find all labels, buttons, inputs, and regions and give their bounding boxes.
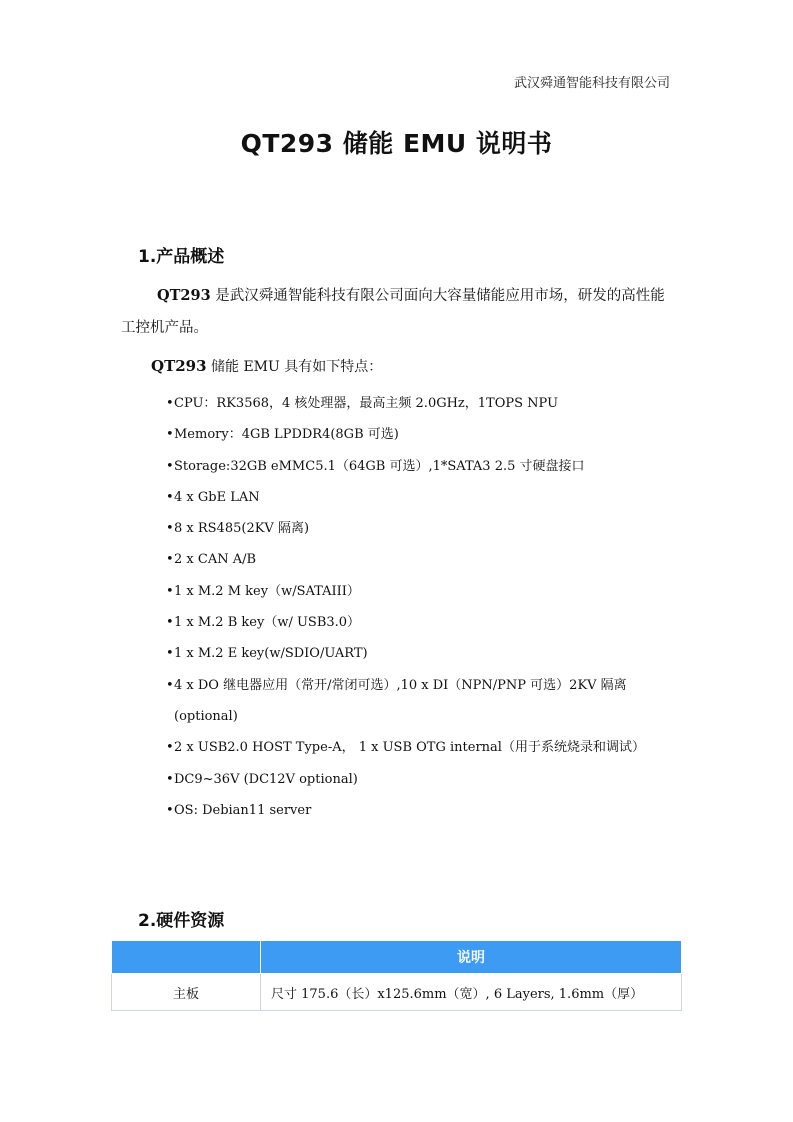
feature-text: 4 x GbE LAN: [174, 489, 260, 505]
table-header-row: [112, 941, 682, 974]
table-cell-description: 尺寸 175.6（长）x125.6mm（宽）, 6 Layers, 1.6mm（厚）: [261, 974, 682, 1011]
feature-list-item: [166, 544, 676, 575]
bullet-icon: •: [166, 677, 174, 693]
feature-text: CPU：RK3568，4 核处理器，最高主频 2.0GHz，1TOPS NPU: [174, 396, 559, 411]
feature-list-item: [166, 795, 676, 826]
features-product-name: QT293: [151, 357, 207, 375]
bullet-icon: •: [166, 615, 174, 631]
intro-paragraph: [121, 280, 675, 344]
table-header-description: 说明: [261, 941, 682, 974]
table-header-name: [112, 941, 261, 974]
table-cell-name: 主板: [112, 974, 261, 1011]
feature-list-item: [166, 607, 676, 638]
feature-text: 1 x M.2 M key（w/SATAIII）: [174, 583, 360, 599]
section-heading-overview: 1.产品概述: [138, 247, 225, 267]
document-title: QT293 储能 EMU 说明书: [240, 129, 553, 158]
feature-text: 4 x DO 继电器应用（常开/常闭可选）,10 x DI（NPN/PNP 可选）2KV 隔离(optional): [174, 677, 627, 724]
hardware-table: [111, 940, 682, 1011]
section-heading-hardware: 2.硬件资源: [138, 911, 225, 931]
feature-text: DC9~36V (DC12V optional): [174, 771, 358, 787]
feature-list-item: [166, 388, 676, 419]
table-row: [112, 974, 682, 1011]
feature-list-item: [166, 451, 676, 482]
feature-text: Memory：4GB LPDDR4(8GB 可选): [174, 427, 399, 443]
feature-list-item: [166, 670, 676, 733]
feature-list-item: [166, 638, 676, 669]
feature-list-item: [166, 764, 676, 795]
header-company-name: 武汉舜通智能科技有限公司: [513, 76, 670, 91]
feature-text: Storage:32GB eMMC5.1（64GB 可选）,1*SATA3 2.5 寸硬盘接口: [174, 458, 585, 474]
feature-list-item: [166, 482, 676, 513]
feature-list-item: [166, 419, 676, 450]
intro-product-name: QT293: [157, 287, 211, 304]
bullet-icon: •: [166, 489, 174, 505]
feature-text: 2 x USB2.0 HOST Type-A， 1 x USB OTG internal（用于系统烧录和调试）: [174, 740, 645, 756]
intro-text: 是武汉舜通智能科技有限公司面向大容量储能应用市场，研发的高性能工控机产品。: [121, 288, 665, 336]
feature-text: 8 x RS485(2KV 隔离): [174, 521, 310, 537]
features-intro: [151, 356, 382, 376]
bullet-icon: •: [166, 740, 174, 756]
bullet-icon: •: [166, 802, 174, 818]
bullet-icon: •: [166, 646, 174, 662]
bullet-icon: •: [166, 771, 174, 787]
feature-list-item: [166, 732, 676, 763]
bullet-icon: •: [166, 396, 174, 411]
bullet-icon: •: [166, 552, 174, 568]
bullet-icon: •: [166, 427, 174, 443]
feature-list-item: [166, 513, 676, 544]
feature-text: 2 x CAN A/B: [174, 552, 257, 568]
bullet-icon: •: [166, 458, 174, 474]
bullet-icon: •: [166, 583, 174, 599]
features-intro-text: 储能 EMU 具有如下特点：: [206, 359, 383, 375]
feature-list-item: [166, 576, 676, 607]
feature-text: 1 x M.2 B key（w/ USB3.0）: [174, 615, 361, 631]
feature-list: [166, 388, 676, 826]
bullet-icon: •: [166, 521, 174, 537]
feature-text: 1 x M.2 E key(w/SDIO/UART): [174, 646, 368, 662]
feature-text: OS: Debian11 server: [174, 802, 312, 818]
